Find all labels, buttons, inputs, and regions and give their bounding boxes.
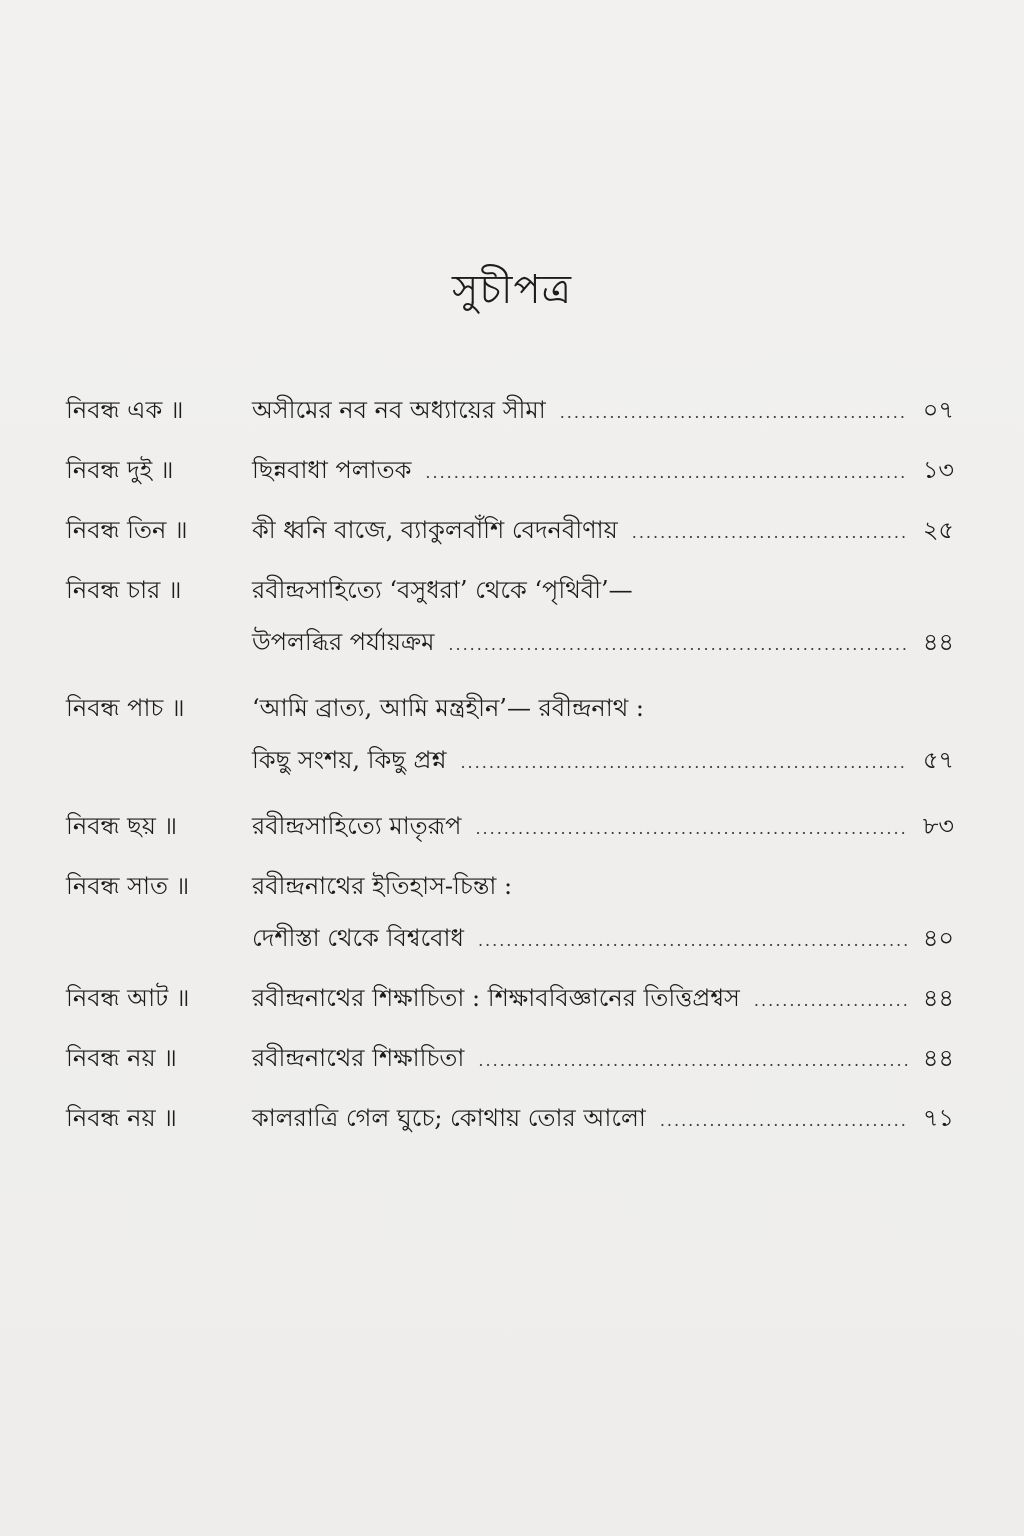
toc-entry-line — [252, 972, 954, 1024]
toc-entry-title: কালরাত্রি গেল ঘুচে; কোথায় তোর আলো — [252, 1104, 646, 1132]
toc-entry-page-number: ৭১ — [922, 1104, 954, 1132]
toc-entry-line — [252, 616, 954, 668]
toc-entry-title: কী ধ্বনি বাজে, ব্যাকুলবাঁশি বেদনবীণায় — [252, 516, 618, 544]
dot-leader — [448, 619, 908, 671]
dot-leader — [560, 387, 908, 439]
toc-entry — [66, 1092, 954, 1144]
toc-entry-body — [252, 384, 954, 436]
dot-leader — [475, 803, 908, 855]
dot-leader — [478, 915, 908, 967]
toc-entry-label: নিবন্ধ এক ॥ — [66, 396, 184, 424]
toc-entry-body — [252, 1092, 954, 1144]
toc-entry — [66, 860, 954, 964]
toc-entry-line — [252, 1032, 954, 1084]
toc-entry-title: কিছু সংশয়, কিছু প্রশ্ন — [252, 746, 447, 774]
toc-entry-line — [252, 504, 954, 556]
toc-entry — [66, 800, 954, 852]
dot-leader — [425, 447, 908, 499]
toc-entry — [66, 504, 954, 556]
toc-entry-label: নিবন্ধ পাচ ॥ — [66, 694, 185, 722]
toc-entry-page-number: ৪৪ — [922, 984, 954, 1012]
toc-entry-title: রবীন্দ্রসাহিত্যে ‘বসুধরা’ থেকে ‘পৃথিবী’— — [252, 576, 633, 604]
toc-entry — [66, 1032, 954, 1084]
toc-entry-body — [252, 444, 954, 496]
toc-entry-title: রবীন্দ্রনাথের ইতিহাস-চিন্তা : — [252, 872, 513, 900]
toc-entry-body — [252, 504, 954, 556]
toc-entry-body — [252, 860, 954, 964]
toc-entry-label: নিবন্ধ ছয় ॥ — [66, 812, 178, 840]
toc-entry-title: রবীন্দ্রনাথের শিক্ষাচিতা : শিক্ষাববিজ্ঞানের তিত্তিপ্রশ্বস — [252, 984, 740, 1012]
toc-entry-label: নিবন্ধ চার ॥ — [66, 576, 182, 604]
toc-entry — [66, 384, 954, 436]
toc-entry-label: নিবন্ধ আট ॥ — [66, 984, 190, 1012]
toc-entry-line — [252, 384, 954, 436]
toc-entry-page-number: ০৭ — [922, 396, 954, 424]
dot-leader — [478, 1035, 908, 1087]
dot-leader — [632, 507, 908, 559]
page-title: সুচীপত্র — [452, 267, 572, 313]
toc-entry-line — [252, 682, 954, 734]
toc-entry — [66, 444, 954, 496]
toc-entry-line — [252, 444, 954, 496]
dot-leader — [460, 737, 908, 789]
toc-entry-label: নিবন্ধ দুই ॥ — [66, 456, 174, 484]
toc-entry-body — [252, 1032, 954, 1084]
toc-entry-title: ‘আমি ব্রাত্য, আমি মন্ত্রহীন’— রবীন্দ্রনাথ : — [252, 694, 644, 722]
toc-entry-line — [252, 912, 954, 964]
toc-entry-title: রবীন্দ্রসাহিত্যে মাতৃরূপ — [252, 812, 462, 840]
toc-entry-label: নিবন্ধ নয় ॥ — [66, 1044, 177, 1072]
toc-entry-page-number: ৫৭ — [922, 746, 954, 774]
table-of-contents — [66, 384, 954, 1152]
toc-entry-page-number: ৪০ — [922, 924, 954, 952]
toc-entry-body — [252, 800, 954, 852]
toc-entry-page-number: ৮৩ — [922, 812, 954, 840]
toc-entry-title: ছিন্নবাধা পলাতক — [252, 456, 412, 484]
toc-entry-title: দেশীস্তা থেকে বিশ্ববোধ — [252, 924, 464, 952]
toc-entry-line — [252, 564, 954, 616]
toc-entry-line — [252, 734, 954, 786]
toc-entry-line — [252, 860, 954, 912]
toc-entry-title: অসীমের নব নব অধ্যায়ের সীমা — [252, 396, 546, 424]
toc-entry-page-number: ২৫ — [922, 516, 954, 544]
toc-entry-title: উপলব্ধির পর্যায়ক্রম — [252, 628, 435, 656]
toc-entry — [66, 682, 954, 786]
toc-entry-body — [252, 564, 954, 668]
toc-entry-label: নিবন্ধ সাত ॥ — [66, 872, 190, 900]
toc-entry — [66, 972, 954, 1024]
toc-entry — [66, 564, 954, 668]
toc-entry-line — [252, 1092, 954, 1144]
toc-entry-body — [252, 972, 954, 1024]
dot-leader — [660, 1095, 908, 1147]
toc-entry-title: রবীন্দ্রনাথের শিক্ষাচিতা — [252, 1044, 465, 1072]
toc-entry-page-number: ৪৪ — [922, 1044, 954, 1072]
dot-leader — [754, 975, 908, 1027]
toc-entry-body — [252, 682, 954, 786]
toc-entry-label: নিবন্ধ তিন ॥ — [66, 516, 188, 544]
toc-entry-line — [252, 800, 954, 852]
toc-entry-label: নিবন্ধ নয় ॥ — [66, 1104, 177, 1132]
toc-entry-page-number: ১৩ — [922, 456, 954, 484]
toc-entry-page-number: ৪৪ — [922, 628, 954, 656]
